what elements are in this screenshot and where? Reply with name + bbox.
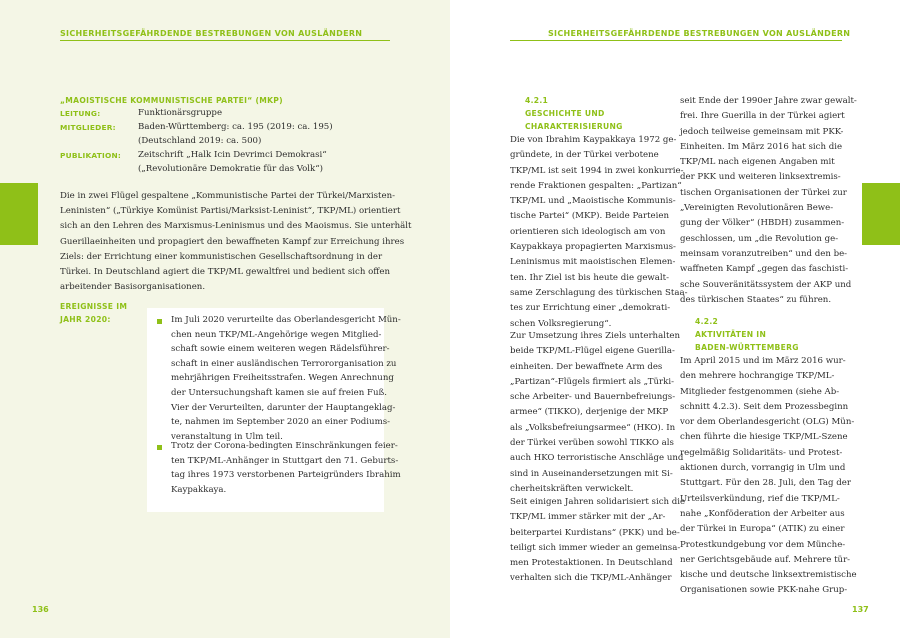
text-line: rende Fraktionen gespalten: „Partizan“ [510,180,682,191]
text-line: geschlossen, um „die Revolution ge- [680,233,839,244]
section-title-line: AKTIVITÄTEN IN [695,330,767,339]
text-line: den mehrere hochrangige TKP/ML- [680,371,835,382]
text-line: sich an den Lehren des Marxismus-Leninismus und des Maoismus. Sie unterhält [60,221,412,232]
section-title-line: BADEN-WÜRTTEMBERG [695,343,799,352]
page-number: 136 [32,605,49,614]
col1-paragraph-2 [510,329,683,497]
text-line: schen Volksregierung“. [510,318,612,329]
fact-value: Zeitschrift „Halk Icin Devrimci Demokrasi“ [138,150,327,160]
text-line: sind in Auseinandersetzungen mit Si- [510,468,673,479]
running-head: SICHERHEITSGEFÄHRDENDE BESTREBUNGEN VON AUSLÄNDERN [548,29,851,38]
text-line: arbeitender Basisorganisationen. [60,282,206,293]
text-line: men Protestaktionen. In Deutschland [510,558,673,569]
fact-key: LEITUNG: [60,109,101,118]
text-line: Die in zwei Flügel gespaltene „Kommunistische Partei der Türkei/Marxisten- [60,191,396,201]
section-4-2-2-heading [695,315,799,354]
text-line: meinsam voranzutreiben“ und den be- [680,248,848,259]
text-line: TKP/ML und „Maoistische Kommunis- [510,196,676,207]
bullet-icon [157,445,162,450]
right-page [450,0,900,638]
text-line: Urteilsverkündung, rief die TKP/ML- [680,493,840,504]
header-rule [510,40,842,41]
text-line: auch HKO terroristische Anschläge und [510,453,684,464]
text-line: chen neun TKP/ML-Angehörige wegen Mitglied- [171,329,382,340]
text-line: Leninisten“ („Türkiye Komünist Partisi/Marksist-Leninist“, TKP/ML) orientiert [60,206,401,217]
intro-paragraph [60,189,412,295]
section-title-line: CHARAKTERISIERUNG [525,122,623,131]
text-line: der Türkei in Europa“ (ATIK) zu einer [680,524,845,535]
text-line: ten TKP/ML-Anhänger in Stuttgart den 71. Geburts- [171,455,399,466]
running-head: SICHERHEITSGEFÄHRDENDE BESTREBUNGEN VON AUSLÄNDERN [60,29,363,38]
text-line: tischen Organisationen der Türkei zur [680,187,847,198]
text-line: Guerillaeinheiten und propagiert den bewaffneten Kampf zur Erreichung ihres [60,236,405,247]
fact-value: Funktionärsgruppe [138,108,223,118]
text-line: Zur Umsetzung ihres Ziels unterhalten [510,331,681,341]
fact-value: (Deutschland 2019: ca. 500) [138,136,262,146]
text-line: schaft sowie einem weiteren wegen Rädelsführer- [171,344,390,355]
text-line: des türkischen Staates“ zu führen. [680,294,832,305]
text-line: sche Souveränitätssystem der AKP und [680,279,852,290]
text-line: armee“ (TIKKO), derjenige der MKP [510,407,669,418]
text-line: beiterpartei Kurdistans“ (PKK) und be- [510,527,680,538]
fact-value: („Revolutionäre Demokratie für das Volk“) [138,164,324,174]
text-line: same Zerschlagung des türkischen Staa- [510,287,688,298]
events-box [147,308,401,512]
page-number: 137 [852,605,869,614]
text-line: Trotz der Corona-bedingten Einschränkungen feier- [171,441,398,451]
text-line: Kaypakkaya propagierten Marxismus- [510,242,676,253]
text-line: „Vereinigten Revolutionären Bewe- [680,203,834,214]
text-line: seit Ende der 1990er Jahre zwar gewalt- [680,96,857,106]
text-line: Vier der Verurteilten, darunter der Hauptangeklag- [171,402,396,413]
header-rule [60,40,390,41]
col2-paragraph-1 [680,94,857,308]
text-line: cherheitskräften verwickelt. [510,483,634,494]
text-line: frei. Ihre Guerilla in der Türkei agiert [680,111,845,122]
text-line: TKP/ML immer stärker mit der „Ar- [510,512,666,523]
text-line: der Türkei verüben sowohl TIKKO als [510,438,674,449]
text-line: schaft in einer ausländischen Terrororganisation zu [171,358,397,369]
bullet-icon [157,319,162,324]
text-line: beide TKP/ML-Flügel eigene Guerilla- [510,346,675,357]
text-line: Organisationen sowie PKK-nahe Grup- [680,585,848,596]
fact-key: PUBLIKATION: [60,151,121,160]
col2-paragraph-2 [680,354,857,599]
text-line: Mitglieder festgenommen (siehe Ab- [680,386,840,397]
text-line: ten. Ihr Ziel ist bis heute die gewalt- [510,272,669,283]
text-line: als „Volksbefreiungsarmee“ (HKO). In [510,422,676,433]
text-line: teiligt sich immer wieder an gemeinsa- [510,542,681,553]
text-line: Kaypakkaya. [171,484,227,495]
fact-value: Baden-Württemberg: ca. 195 (2019: ca. 195) [138,122,333,132]
text-line: gründete, in der Türkei verbotene [510,150,659,161]
text-line: verhalten sich die TKP/ML-Anhänger [510,573,672,584]
text-line: jedoch teilweise gemeinsam mit PKK- [680,126,844,137]
text-line: einheiten. Der bewaffnete Arm des [510,361,663,372]
text-line: tische Partei“ (MKP). Beide Parteien [510,211,669,222]
text-line: nahe „Konföderation der Arbeiter aus [680,508,845,519]
text-line: TKP/ML ist seit 1994 in zwei konkurrie- [510,165,684,176]
chapter-tab [0,183,38,245]
fact-key: MITGLIEDER: [60,123,116,132]
text-line: Protestkundgebung vor dem Münche- [680,539,846,550]
text-line: te, nahmen im September 2020 an einer Podiums- [171,417,391,428]
text-line: der PKK und weiteren linksextremis- [680,172,841,183]
col1-paragraph-3 [510,495,685,587]
text-line: TKP/ML nach eigenen Angaben mit [680,157,835,168]
chapter-tab [862,183,900,245]
events-label-line: JAHR 2020: [60,315,111,324]
text-line: waffneten Kampf „gegen das faschisti- [680,264,849,275]
text-line: orientieren sich ideologisch am von [510,226,666,237]
text-line: Leninismus mit maoistischen Elemen- [510,257,676,268]
text-line: „Partizan“-Flügels firmiert als „Türki- [510,376,674,387]
text-line: mehrjährigen Freiheitsstrafen. Wegen Anrechnung [171,373,394,384]
section-number: 4.2.2 [695,317,719,326]
text-line: ner Gerichtsgebäude auf. Mehrere tür- [680,554,851,565]
event-item [171,439,401,497]
text-line: tag ihres 1973 verstorbenen Parteigründers Ibrahim [171,470,401,481]
section-number: 4.2.1 [525,96,549,105]
text-line: chen führte die hiesige TKP/ML-Szene [680,432,848,443]
text-line: tes zur Errichtung einer „demokrati- [510,303,671,314]
text-line: aktionen durch, vorrangig in Ulm und [680,463,846,474]
col1-paragraph-1 [510,133,687,332]
text-line: veranstaltung in Ulm teil. [171,431,283,442]
text-line: schnitt 4.2.3). Seit dem Prozessbeginn [680,401,849,412]
event-item [171,313,401,444]
text-line: sche Arbeiter- und Bauernbefreiungs- [510,392,676,403]
text-line: Im April 2015 und im März 2016 wur- [680,356,846,366]
text-line: gung der Völker“ (HBDH) zusammen- [680,218,845,229]
events-label-line: EREIGNISSE IM [60,302,128,311]
text-line: Die von Ibrahim Kaypakkaya 1972 ge- [510,135,677,145]
section-title-line: GESCHICHTE UND [525,109,605,118]
text-line: kische und deutsche linksextremistische [680,570,857,581]
text-line: Einheiten. Im März 2016 hat sich die [680,141,843,152]
text-line: Im Juli 2020 verurteilte das Oberlandesgericht Mün- [171,315,401,325]
section-4-2-1-heading [525,94,623,133]
events-label [60,300,127,326]
text-line: Ziels: der Errichtung einer kommunistischen Gesellschaftsordnung in der [60,251,383,262]
text-line: regelmäßig Solidaritäts- und Protest- [680,447,843,458]
text-line: Türkei. In Deutschland agiert die TKP/ML gewaltfrei und bedient sich offen [60,267,390,278]
org-title: „MAOISTISCHE KOMMUNISTISCHE PARTEI“ (MKP) [60,96,283,105]
text-line: Seit einigen Jahren solidarisiert sich die [510,497,686,507]
text-line: der Untersuchungshaft kamen sie auf freien Fuß. [171,387,387,398]
text-line: vor dem Oberlandesgericht (OLG) Mün- [680,417,855,428]
text-line: Stuttgart. Für den 28. Juli, den Tag der [680,478,851,489]
